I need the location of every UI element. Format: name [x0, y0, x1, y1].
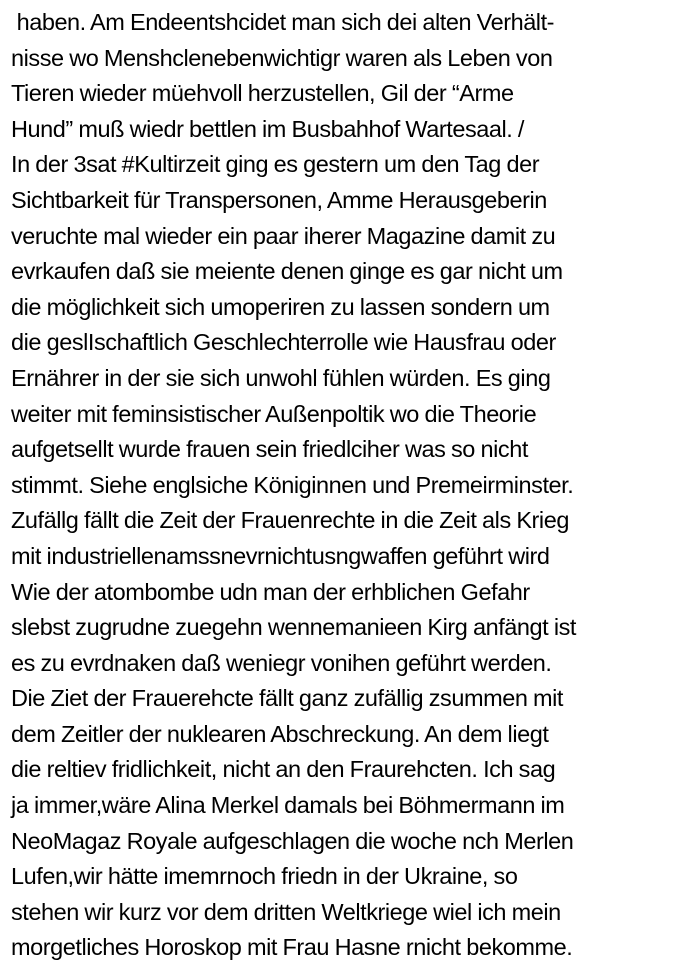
text-line-21: dem Zeitler der nuklearen Abschreckung. An dem liegt: [11, 720, 549, 747]
text-line-23: ja immer,wäre Alina Merkel damals bei Böhmermann im: [11, 792, 565, 819]
text-line-2: nisse wo Menshclenebenwichtigr waren als Leben von: [11, 44, 553, 71]
text-line-3: Tieren wieder müehvoll herzustellen, Gil der “Arme: [11, 80, 514, 107]
text-line-22: die reltiev fridlichkeit, nicht an den Fraurehcten. Ich sag: [11, 756, 556, 783]
body-text: [11, 5, 681, 966]
text-line-19: es zu evrdnaken daß weniegr vonihen geführt werden.: [11, 649, 552, 676]
text-line-12: weiter mit feminsistischer Außenpoltik wo die Theorie: [11, 400, 537, 427]
text-line-7: veruchte mal wieder ein paar iherer Magazine damit zu: [11, 222, 556, 249]
text-line-16: mit industriellenamssnevrnichtusngwaffen geführt wird: [11, 542, 550, 569]
text-line-24: NeoMagaz Royale aufgeschlagen die woche nch Merlen: [11, 827, 574, 854]
text-line-4: Hund” muß wiedr bettlen im Busbahhof Wartesaal. /: [11, 115, 525, 142]
text-line-20: Die Ziet der Frauerehcte fällt ganz zufällig zsummen mit: [11, 685, 564, 712]
text-line-1: haben. Am Endeentshcidet man sich dei alten Verhält-: [11, 9, 555, 35]
text-line-11: Ernährer in der sie sich unwohl fühlen würden. Es ging: [11, 364, 551, 391]
text-line-25: Lufen,wir hätte imemrnoch friedn in der Ukraine, so: [11, 863, 518, 890]
text-line-18: slebst zugrudne zuegehn wennemanieen Kirg anfängt ist: [11, 614, 576, 641]
text-line-17: Wie der atombombe udn man der erhblichen Gefahr: [11, 578, 530, 605]
text-line-15: Zufällg fällt die Zeit der Frauenrechte in die Zeit als Krieg: [11, 507, 569, 534]
text-line-14: stimmt. Siehe englsiche Königinnen und Premeirminster.: [11, 471, 574, 498]
text-line-27: morgetliches Horoskop mit Frau Hasne rnicht bekomme.: [11, 934, 573, 961]
text-line-13: aufgetsellt wurde frauen sein friedlciher was so nicht: [11, 436, 528, 463]
text-line-8: evrkaufen daß sie meiente denen ginge es gar nicht um: [11, 258, 563, 285]
text-line-6: Sichtbarkeit für Transpersonen, Amme Herausgeberin: [11, 186, 547, 213]
text-line-5: In der 3sat #Kultirzeit ging es gestern um den Tag der: [11, 151, 540, 178]
text-line-26: stehen wir kurz vor dem dritten Weltkriege wiel ich mein: [11, 898, 561, 925]
text-line-10: die geslIschaftlich Geschlechterrolle wie Hausfrau oder: [11, 329, 556, 356]
text-line-9: die möglichkeit sich umoperiren zu lassen sondern um: [11, 293, 550, 320]
